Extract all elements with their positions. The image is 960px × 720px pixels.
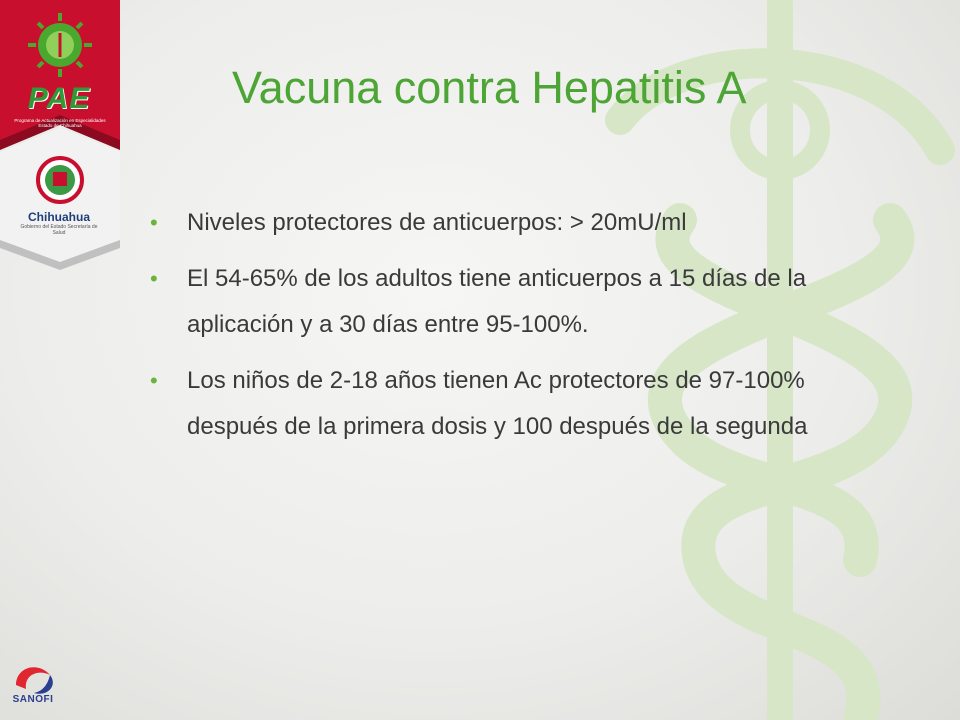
slide-title: Vacuna contra Hepatitis A (232, 62, 747, 113)
bullet-text: El 54-65% de los adultos tiene anticuerpos a 15 días de la aplicación y a 30 días entre 95-100%. (187, 265, 807, 338)
bullet-item (150, 256, 875, 348)
pae-logo: PAE (27, 82, 91, 115)
bullet-list (150, 200, 875, 460)
bullet-icon: • (150, 368, 158, 393)
pae-subtitle: Programa de Actualización en Especialidades Estado de Chihuahua (14, 118, 106, 128)
bullet-item (150, 200, 875, 246)
sanofi-logo-text: SANOFI (12, 694, 54, 705)
chihuahua-logo: Chihuahua (28, 210, 90, 224)
bullet-item (150, 358, 875, 450)
chihuahua-subtitle: Gobierno del Estado Secretaría de Salud (20, 224, 98, 236)
sanofi-logo-icon (8, 655, 88, 715)
bullet-icon: • (150, 266, 158, 291)
bullet-text: Los niños de 2-18 años tienen Ac protectores de 97-100% después de la primera dosis y 100 después de la segunda (187, 367, 808, 440)
bullet-icon: • (150, 210, 158, 235)
bullet-text: Niveles protectores de anticuerpos: > 20mU/ml (187, 209, 687, 236)
